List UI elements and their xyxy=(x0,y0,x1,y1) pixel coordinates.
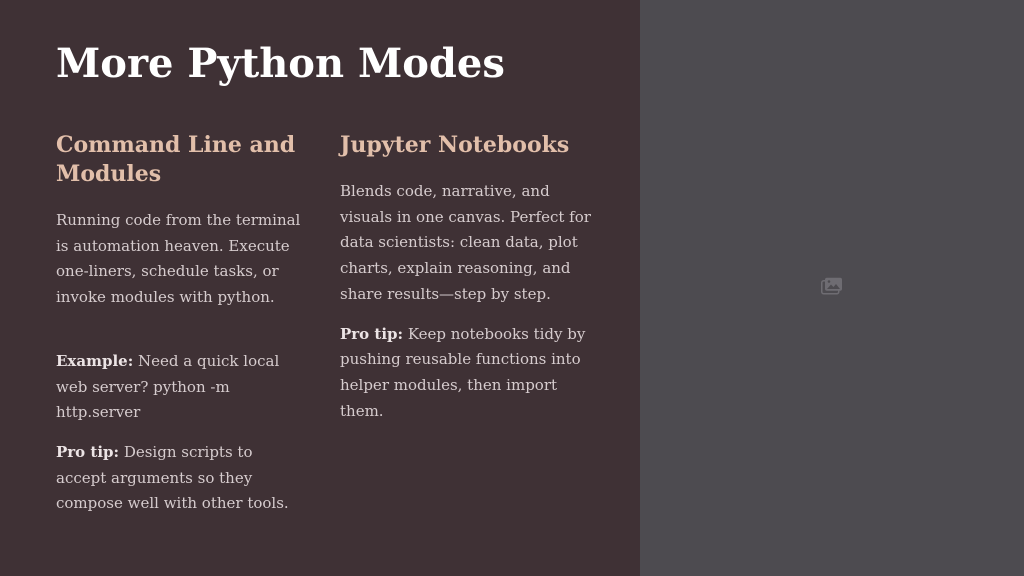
pro-tip-paragraph xyxy=(56,440,304,517)
column-heading: Command Line and Modules xyxy=(56,132,296,187)
image-placeholder-icon xyxy=(821,277,843,295)
example-label: Example: xyxy=(56,351,134,370)
pro-tip-label: Pro tip: xyxy=(340,324,404,343)
pro-tip-label: Pro tip: xyxy=(56,442,120,461)
example-paragraph xyxy=(56,349,304,426)
pro-tip-text: Keep notebooks tidy by pushing reusable functions into helper modules, then import them. xyxy=(340,324,586,420)
column-jupyter xyxy=(340,131,600,424)
column-heading: Jupyter Notebooks xyxy=(340,132,570,158)
pro-tip-text: Design scripts to accept arguments so they compose well with other tools. xyxy=(56,442,289,513)
column-intro: Running code from the terminal is automation heaven. Execute one-liners, schedule tasks, or invoke modules with python. xyxy=(56,211,301,307)
slide-title: More Python Modes xyxy=(56,40,505,87)
pro-tip-paragraph xyxy=(340,322,600,425)
example-text: Need a quick local web server? python -m http.server xyxy=(56,351,280,422)
column-command-line xyxy=(56,131,304,517)
column-intro: Blends code, narrative, and visuals in one canvas. Perfect for data scientists: clean data, plot charts, explain reasoning, and share results—step by step. xyxy=(340,182,591,303)
